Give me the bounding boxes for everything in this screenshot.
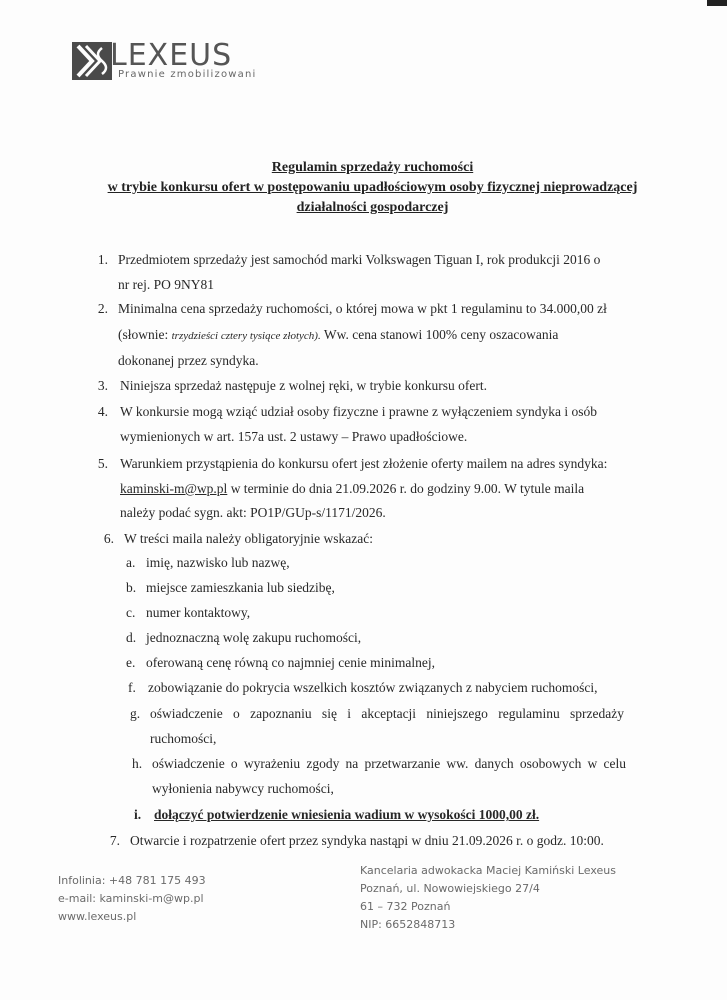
item-5-line-2 bbox=[120, 481, 584, 497]
item-5-line-1: Warunkiem przystąpienia do konkursu ofert jest złożenie oferty mailem na adres syndyka: bbox=[120, 456, 608, 471]
subitem-letter: g. bbox=[130, 706, 141, 721]
item-1-line-1: Przedmiotem sprzedaży jest samochód marki Volkswagen Tiguan I, rok produkcji 2016 o bbox=[118, 252, 601, 267]
logo-mark-icon bbox=[72, 42, 112, 80]
item-5-line-3: należy podać sygn. akt: PO1P/GUp-s/1171/2026. bbox=[120, 505, 386, 520]
subitem-text: oświadczenie o zapoznaniu się i akceptacji niniejszego regulaminu sprzedaży bbox=[150, 706, 624, 721]
footer-nip: NIP: 6652848713 bbox=[360, 918, 456, 931]
subitem-text-deposit: dołączyć potwierdzenie wniesienia wadium w wysokości 1000,00 zł. bbox=[154, 807, 540, 822]
subitem-text: zobowiązanie do pokrycia wszelkich kosztów związanych z nabyciem ruchomości, bbox=[148, 680, 598, 695]
footer-firm-name: Kancelaria adwokacka Maciej Kamiński Lexeus bbox=[360, 864, 616, 877]
item-2-amount-words: trzydzieści cztery tysiące złotych). bbox=[171, 330, 321, 342]
footer-website[interactable]: www.lexeus.pl bbox=[58, 910, 137, 923]
item-3-line-1: Niniejsza sprzedaż następuje z wolnej ręki, w trybie konkursu ofert. bbox=[120, 378, 487, 393]
item-number: 5. bbox=[97, 456, 108, 471]
syndic-email-link[interactable]: kaminski-m@wp.pl bbox=[120, 481, 228, 496]
subitem-text-cont: wyłonienia nabywcy ruchomości, bbox=[152, 781, 334, 796]
subitem-letter: c. bbox=[126, 605, 136, 620]
subitem-text: oferowaną cenę równą co najmniej cenie minimalnej, bbox=[146, 655, 435, 670]
subitem-text: numer kontaktowy, bbox=[146, 605, 251, 620]
footer-email[interactable]: e-mail: kaminski-m@wp.pl bbox=[58, 892, 204, 905]
item-2-line-3: dokonanej przez syndyka. bbox=[118, 353, 259, 368]
subitem-letter: h. bbox=[132, 756, 143, 771]
scan-edge-mark bbox=[707, 0, 727, 6]
subitem-text: oświadczenie o wyrażeniu zgody na przetwarzanie ww. danych osobowych w celu bbox=[152, 756, 626, 771]
subitem-text-cont: ruchomości, bbox=[150, 731, 217, 746]
subitem-letter: i. bbox=[134, 807, 142, 822]
subitem-text: miejsce zamieszkania lub siedzibę, bbox=[146, 580, 335, 595]
item-6-line-1: W treści maila należy obligatoryjnie wskazać: bbox=[124, 531, 374, 546]
logo-name: LEXEUS bbox=[110, 38, 233, 73]
item-7-line-1: Otwarcie i rozpatrzenie ofert przez syndyka nastąpi w dniu 21.09.2026 r. o godz. 10:00. bbox=[130, 833, 604, 848]
item-4-line-2: wymienionych w art. 157a ust. 2 ustawy – Prawo upadłościowe. bbox=[120, 429, 468, 444]
item-2-line-1: Minimalna cena sprzedaży ruchomości, o której mowa w pkt 1 regulaminu to 34.000,00 zł bbox=[118, 301, 607, 316]
item-number: 2. bbox=[97, 301, 108, 316]
footer-city: 61 – 732 Poznań bbox=[360, 900, 451, 913]
company-logo bbox=[72, 40, 272, 90]
footer-phone: Infolinia: +48 781 175 493 bbox=[58, 874, 206, 887]
subitem-text: jednoznaczną wolę zakupu ruchomości, bbox=[146, 630, 362, 645]
logo-tagline: Prawnie zmobilizowani bbox=[118, 69, 257, 80]
subitem-letter: a. bbox=[126, 555, 136, 570]
item-number: 6. bbox=[103, 531, 114, 546]
subitem-letter: b. bbox=[126, 580, 137, 595]
footer-address bbox=[360, 862, 660, 934]
item-number: 4. bbox=[97, 404, 108, 419]
item-number: 3. bbox=[97, 378, 108, 393]
subitem-letter: f. bbox=[128, 680, 136, 695]
footer-contact bbox=[58, 872, 278, 926]
item-2-line-2-pre: (słownie: bbox=[118, 327, 169, 342]
subitem-text: imię, nazwisko lub nazwę, bbox=[146, 555, 290, 570]
item-2-line-2 bbox=[118, 327, 558, 343]
subitem-letter: d. bbox=[126, 630, 137, 645]
subitem-letter: e. bbox=[126, 655, 136, 670]
item-4-line-1: W konkursie mogą wziąć udział osoby fizyczne i prawne z wyłączeniem syndyka i osób bbox=[120, 404, 597, 419]
item-2-line-2-post: Ww. cena stanowi 100% ceny oszacowania bbox=[323, 327, 559, 342]
title-line-1: Regulamin sprzedaży ruchomości bbox=[271, 160, 474, 175]
item-5-line-2-post: w terminie do dnia 21.09.2026 r. do godziny 9.00. W tytule maila bbox=[230, 481, 585, 496]
title-line-2: w trybie konkursu ofert w postępowaniu upadłościowym osoby fizycznej nieprowadzącej bbox=[107, 180, 638, 195]
item-1-line-2: nr rej. PO 9NY81 bbox=[118, 277, 214, 292]
item-number: 7. bbox=[109, 833, 120, 848]
footer-street: Poznań, ul. Nowowiejskiego 27/4 bbox=[360, 882, 540, 895]
item-number: 1. bbox=[97, 252, 108, 267]
title-line-3: działalności gospodarczej bbox=[296, 200, 449, 215]
document-title bbox=[50, 158, 695, 218]
